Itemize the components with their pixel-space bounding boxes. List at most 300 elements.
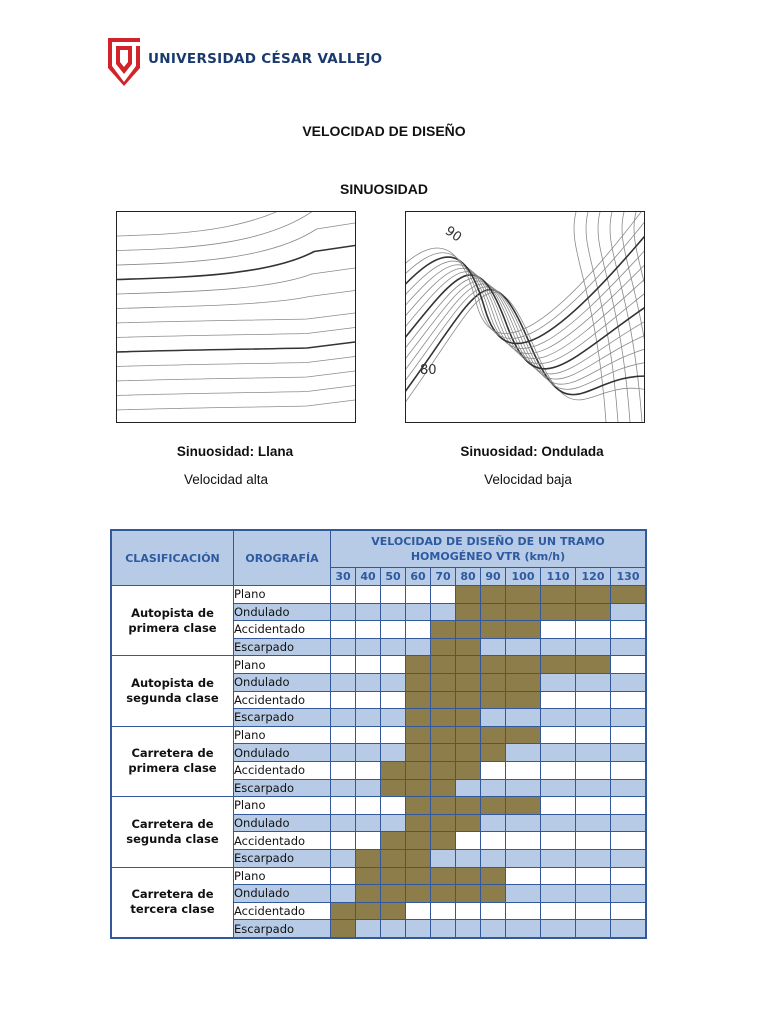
speed-cell-allowed — [406, 726, 431, 744]
contour-label-bottom: 80 — [420, 363, 437, 378]
speed-cell-empty — [431, 902, 456, 920]
university-logo — [108, 36, 383, 86]
speed-cell-empty — [481, 709, 506, 727]
speed-cell-allowed — [456, 726, 481, 744]
speed-cell-empty — [576, 744, 611, 762]
speed-cell-empty — [381, 656, 406, 674]
speed-cell-allowed — [481, 586, 506, 604]
speed-cell-empty — [406, 638, 431, 656]
speed-cell-empty — [356, 814, 381, 832]
classification-line1: Autopista de — [131, 605, 214, 620]
contour-line — [622, 212, 644, 422]
speed-cell-empty — [611, 761, 647, 779]
speed-cell-empty — [356, 920, 381, 938]
contour-line — [117, 212, 355, 236]
speed-cell-allowed — [576, 586, 611, 604]
speed-cell-empty — [456, 849, 481, 867]
speed-cell-allowed — [406, 709, 431, 727]
speed-cell-allowed — [481, 726, 506, 744]
speed-cell-empty — [576, 621, 611, 639]
speed-cell-allowed — [456, 586, 481, 604]
orography-cell: Accidentado — [234, 902, 331, 920]
speed-cell-empty — [456, 779, 481, 797]
orography-cell: Ondulado — [234, 673, 331, 691]
speed-cell-allowed — [331, 902, 356, 920]
speed-cell-empty — [356, 603, 381, 621]
speed-cell-empty — [406, 603, 431, 621]
speed-cell-empty — [576, 709, 611, 727]
speed-cell-empty — [331, 814, 356, 832]
speed-cell-empty — [611, 603, 647, 621]
contour-line — [117, 371, 355, 381]
speed-cell-allowed — [506, 656, 541, 674]
speed-cell-allowed — [356, 849, 381, 867]
speed-cell-empty — [356, 797, 381, 815]
classification-cell — [111, 586, 234, 656]
speed-cell-allowed — [481, 691, 506, 709]
classification-line2: tercera clase — [130, 902, 215, 917]
speed-cell-empty — [576, 849, 611, 867]
speed-cell-allowed — [456, 761, 481, 779]
undulating-terrain-map — [405, 211, 645, 423]
right-map-caption: Sinuosidad: Ondulada — [460, 444, 604, 459]
flat-terrain-map — [116, 211, 356, 423]
speed-cell-allowed — [506, 726, 541, 744]
speed-cell-empty — [381, 709, 406, 727]
speed-header-60: 60 — [406, 568, 431, 586]
contour-label-top: 90 — [441, 223, 465, 246]
speed-cell-empty — [356, 691, 381, 709]
contour-line — [406, 212, 644, 333]
speed-cell-empty — [331, 656, 356, 674]
orography-cell: Escarpado — [234, 849, 331, 867]
speed-cell-allowed — [431, 885, 456, 903]
header-speed — [331, 530, 647, 568]
speed-cell-empty — [481, 814, 506, 832]
classification-line1: Carretera de — [131, 816, 214, 831]
speed-cell-empty — [406, 621, 431, 639]
contour-line — [117, 246, 355, 280]
orography-cell: Plano — [234, 797, 331, 815]
speed-cell-empty — [611, 867, 647, 885]
speed-cell-empty — [406, 920, 431, 938]
speed-cell-empty — [541, 744, 576, 762]
speed-cell-allowed — [431, 814, 456, 832]
speed-cell-empty — [356, 761, 381, 779]
speed-cell-empty — [541, 691, 576, 709]
speed-cell-empty — [356, 726, 381, 744]
speed-cell-empty — [431, 586, 456, 604]
speed-cell-allowed — [481, 673, 506, 691]
speed-cell-empty — [481, 779, 506, 797]
speed-cell-empty — [356, 638, 381, 656]
speed-cell-empty — [611, 797, 647, 815]
speed-cell-empty — [356, 586, 381, 604]
classification-cell — [111, 726, 234, 796]
speed-cell-allowed — [381, 867, 406, 885]
speed-cell-empty — [481, 902, 506, 920]
speed-cell-empty — [456, 832, 481, 850]
speed-cell-empty — [541, 832, 576, 850]
speed-cell-empty — [541, 920, 576, 938]
speed-cell-empty — [381, 726, 406, 744]
table-row — [111, 797, 646, 815]
speed-cell-empty — [506, 709, 541, 727]
speed-cell-allowed — [406, 814, 431, 832]
speed-cell-empty — [381, 691, 406, 709]
speed-cell-empty — [541, 726, 576, 744]
orography-cell: Escarpado — [234, 920, 331, 938]
speed-cell-empty — [506, 761, 541, 779]
speed-header-90: 90 — [481, 568, 506, 586]
speed-cell-empty — [381, 920, 406, 938]
speed-cell-empty — [576, 814, 611, 832]
speed-header-110: 110 — [541, 568, 576, 586]
speed-cell-empty — [576, 761, 611, 779]
speed-cell-allowed — [431, 867, 456, 885]
speed-cell-allowed — [456, 621, 481, 639]
orography-cell: Escarpado — [234, 709, 331, 727]
speed-cell-allowed — [406, 885, 431, 903]
speed-cell-allowed — [456, 814, 481, 832]
orography-cell: Accidentado — [234, 761, 331, 779]
speed-cell-allowed — [506, 673, 541, 691]
contour-line — [117, 400, 355, 410]
speed-cell-empty — [541, 867, 576, 885]
contour-line — [406, 212, 644, 338]
speed-cell-empty — [576, 797, 611, 815]
speed-cell-allowed — [406, 849, 431, 867]
speed-cell-empty — [356, 832, 381, 850]
header-speed-line2: HOMOGÉNEO VTR (km/h) — [410, 550, 566, 563]
table-row — [111, 656, 646, 674]
classification-line1: Carretera de — [131, 746, 214, 761]
speed-cell-allowed — [456, 656, 481, 674]
speed-cell-allowed — [456, 709, 481, 727]
speed-cell-allowed — [431, 709, 456, 727]
speed-cell-empty — [356, 656, 381, 674]
speed-cell-empty — [541, 902, 576, 920]
speed-cell-allowed — [456, 673, 481, 691]
speed-cell-empty — [541, 849, 576, 867]
speed-cell-empty — [611, 832, 647, 850]
contour-line — [117, 223, 355, 265]
speed-cell-allowed — [541, 586, 576, 604]
speed-cell-allowed — [406, 656, 431, 674]
speed-cell-allowed — [506, 621, 541, 639]
speed-cell-empty — [481, 761, 506, 779]
speed-cell-empty — [331, 621, 356, 639]
speed-cell-empty — [506, 920, 541, 938]
orography-cell: Ondulado — [234, 744, 331, 762]
speed-header-120: 120 — [576, 568, 611, 586]
speed-cell-empty — [576, 779, 611, 797]
speed-cell-empty — [431, 920, 456, 938]
speed-cell-empty — [381, 621, 406, 639]
speed-cell-allowed — [356, 867, 381, 885]
header-speed-line1: VELOCIDAD DE DISEÑO DE UN TRAMO — [371, 535, 605, 548]
speed-cell-empty — [611, 744, 647, 762]
speed-cell-empty — [576, 691, 611, 709]
speed-cell-empty — [611, 726, 647, 744]
speed-header-30: 30 — [331, 568, 356, 586]
speed-cell-empty — [576, 867, 611, 885]
contour-line — [117, 342, 355, 352]
speed-cell-allowed — [356, 885, 381, 903]
contour-line — [117, 357, 355, 367]
speed-cell-empty — [456, 902, 481, 920]
speed-cell-empty — [611, 814, 647, 832]
speed-cell-allowed — [506, 603, 541, 621]
speed-cell-empty — [541, 761, 576, 779]
speed-cell-empty — [611, 920, 647, 938]
speed-cell-allowed — [381, 779, 406, 797]
left-map-subcaption: Velocidad alta — [183, 472, 269, 487]
speed-cell-empty — [611, 621, 647, 639]
orography-cell: Escarpado — [234, 638, 331, 656]
orography-cell: Ondulado — [234, 885, 331, 903]
orography-cell: Plano — [234, 586, 331, 604]
speed-cell-empty — [576, 638, 611, 656]
speed-cell-empty — [381, 673, 406, 691]
speed-cell-empty — [611, 849, 647, 867]
speed-cell-allowed — [381, 885, 406, 903]
logo-text: UNIVERSIDAD CÉSAR VALLEJO — [148, 51, 383, 67]
classification-line1: Autopista de — [131, 676, 214, 691]
orography-cell: Accidentado — [234, 832, 331, 850]
speed-cell-empty — [541, 885, 576, 903]
speed-header-70: 70 — [431, 568, 456, 586]
speed-cell-allowed — [431, 726, 456, 744]
speed-cell-empty — [506, 744, 541, 762]
speed-cell-allowed — [506, 586, 541, 604]
classification-line2: primera clase — [128, 620, 217, 635]
speed-cell-allowed — [406, 691, 431, 709]
speed-cell-allowed — [481, 867, 506, 885]
speed-cell-empty — [356, 621, 381, 639]
speed-cell-empty — [506, 814, 541, 832]
speed-cell-empty — [356, 673, 381, 691]
speed-cell-empty — [611, 902, 647, 920]
table-row — [111, 726, 646, 744]
contour-line — [117, 212, 355, 251]
header-classification: CLASIFICACIÓN — [111, 530, 234, 586]
speed-cell-empty — [611, 673, 647, 691]
speed-cell-allowed — [611, 586, 647, 604]
speed-cell-allowed — [541, 603, 576, 621]
speed-cell-allowed — [506, 797, 541, 815]
classification-line1: Carretera de — [131, 887, 214, 902]
orography-cell: Ondulado — [234, 603, 331, 621]
speed-cell-empty — [506, 902, 541, 920]
speed-cell-allowed — [431, 761, 456, 779]
speed-cell-empty — [331, 832, 356, 850]
speed-cell-empty — [541, 673, 576, 691]
orography-cell: Plano — [234, 867, 331, 885]
speed-cell-allowed — [456, 603, 481, 621]
speed-cell-empty — [506, 885, 541, 903]
speed-cell-allowed — [481, 603, 506, 621]
speed-cell-allowed — [576, 656, 611, 674]
speed-cell-allowed — [431, 779, 456, 797]
classification-cell — [111, 867, 234, 938]
speed-cell-empty — [576, 920, 611, 938]
speed-cell-allowed — [481, 656, 506, 674]
speed-cell-allowed — [406, 761, 431, 779]
speed-cell-empty — [381, 586, 406, 604]
speed-cell-empty — [381, 814, 406, 832]
speed-cell-empty — [541, 709, 576, 727]
header-orography: OROGRAFÍA — [234, 530, 331, 586]
speed-cell-allowed — [481, 744, 506, 762]
speed-cell-empty — [611, 885, 647, 903]
speed-cell-empty — [576, 885, 611, 903]
right-map-subcaption: Velocidad baja — [484, 472, 572, 487]
speed-cell-empty — [456, 920, 481, 938]
speed-cell-empty — [381, 638, 406, 656]
speed-cell-empty — [331, 867, 356, 885]
speed-cell-allowed — [481, 621, 506, 639]
speed-cell-empty — [331, 726, 356, 744]
speed-cell-empty — [576, 673, 611, 691]
speed-cell-allowed — [381, 761, 406, 779]
speed-cell-empty — [331, 691, 356, 709]
speed-cell-empty — [506, 779, 541, 797]
speed-cell-empty — [331, 709, 356, 727]
speed-cell-allowed — [431, 656, 456, 674]
speed-cell-empty — [541, 621, 576, 639]
speed-cell-empty — [381, 744, 406, 762]
speed-cell-empty — [541, 638, 576, 656]
classification-cell — [111, 656, 234, 726]
speed-cell-empty — [331, 797, 356, 815]
speed-cell-empty — [406, 902, 431, 920]
speed-header-130: 130 — [611, 568, 647, 586]
speed-cell-empty — [611, 638, 647, 656]
speed-cell-empty — [611, 779, 647, 797]
speed-cell-allowed — [456, 867, 481, 885]
speed-cell-allowed — [481, 797, 506, 815]
orography-cell: Plano — [234, 726, 331, 744]
speed-header-100: 100 — [506, 568, 541, 586]
speed-cell-allowed — [456, 885, 481, 903]
speed-cell-empty — [331, 849, 356, 867]
speed-cell-allowed — [431, 744, 456, 762]
classification-line2: segunda clase — [126, 691, 219, 706]
speed-cell-empty — [576, 726, 611, 744]
speed-cell-empty — [331, 744, 356, 762]
speed-cell-allowed — [541, 656, 576, 674]
speed-cell-allowed — [456, 691, 481, 709]
speed-cell-empty — [541, 797, 576, 815]
speed-cell-allowed — [406, 779, 431, 797]
speed-cell-empty — [381, 603, 406, 621]
speed-cell-allowed — [431, 832, 456, 850]
speed-cell-empty — [381, 797, 406, 815]
speed-cell-empty — [356, 744, 381, 762]
speed-cell-allowed — [406, 744, 431, 762]
left-map-caption: Sinuosidad: Llana — [176, 444, 294, 459]
speed-cell-allowed — [456, 638, 481, 656]
speed-cell-empty — [481, 920, 506, 938]
page-title: VELOCIDAD DE DISEÑO — [302, 123, 466, 139]
ucv-shield-icon — [108, 36, 142, 86]
table-row — [111, 586, 646, 604]
orography-cell: Plano — [234, 656, 331, 674]
speed-cell-empty — [481, 638, 506, 656]
speed-cell-allowed — [431, 797, 456, 815]
classification-cell — [111, 797, 234, 867]
contour-line — [117, 328, 355, 338]
speed-cell-empty — [431, 849, 456, 867]
speed-cell-empty — [541, 779, 576, 797]
speed-cell-allowed — [406, 797, 431, 815]
speed-cell-empty — [506, 867, 541, 885]
speed-header-80: 80 — [456, 568, 481, 586]
speed-cell-allowed — [431, 621, 456, 639]
speed-cell-empty — [506, 638, 541, 656]
speed-cell-empty — [356, 709, 381, 727]
speed-cell-allowed — [381, 849, 406, 867]
orography-cell: Accidentado — [234, 621, 331, 639]
speed-cell-empty — [576, 902, 611, 920]
speed-cell-allowed — [481, 885, 506, 903]
speed-cell-allowed — [381, 902, 406, 920]
table-row — [111, 867, 646, 885]
speed-cell-allowed — [506, 691, 541, 709]
speed-cell-allowed — [431, 691, 456, 709]
orography-cell: Accidentado — [234, 691, 331, 709]
speed-cell-allowed — [356, 902, 381, 920]
speed-cell-empty — [481, 849, 506, 867]
classification-line2: segunda clase — [126, 831, 219, 846]
speed-header-40: 40 — [356, 568, 381, 586]
speed-cell-empty — [406, 586, 431, 604]
speed-cell-empty — [541, 814, 576, 832]
speed-cell-empty — [356, 779, 381, 797]
speed-cell-allowed — [456, 797, 481, 815]
contour-line — [117, 386, 355, 396]
speed-cell-empty — [431, 603, 456, 621]
speed-cell-empty — [611, 656, 647, 674]
speed-cell-empty — [331, 779, 356, 797]
speed-cell-allowed — [381, 832, 406, 850]
speed-cell-allowed — [456, 744, 481, 762]
section-title: SINUOSIDAD — [340, 181, 428, 197]
orography-cell: Ondulado — [234, 814, 331, 832]
speed-cell-allowed — [406, 673, 431, 691]
speed-cell-empty — [611, 709, 647, 727]
speed-cell-empty — [611, 691, 647, 709]
orography-cell: Escarpado — [234, 779, 331, 797]
speed-cell-empty — [331, 761, 356, 779]
speed-cell-empty — [331, 638, 356, 656]
contour-line — [117, 313, 355, 323]
design-speed-table — [110, 529, 647, 939]
speed-cell-empty — [576, 832, 611, 850]
speed-cell-allowed — [576, 603, 611, 621]
speed-cell-allowed — [331, 920, 356, 938]
speed-cell-allowed — [406, 832, 431, 850]
speed-cell-allowed — [431, 638, 456, 656]
speed-cell-empty — [331, 885, 356, 903]
speed-cell-empty — [481, 832, 506, 850]
speed-cell-empty — [331, 603, 356, 621]
speed-cell-empty — [506, 849, 541, 867]
speed-cell-allowed — [431, 673, 456, 691]
speed-cell-empty — [331, 673, 356, 691]
classification-line2: primera clase — [128, 761, 217, 776]
